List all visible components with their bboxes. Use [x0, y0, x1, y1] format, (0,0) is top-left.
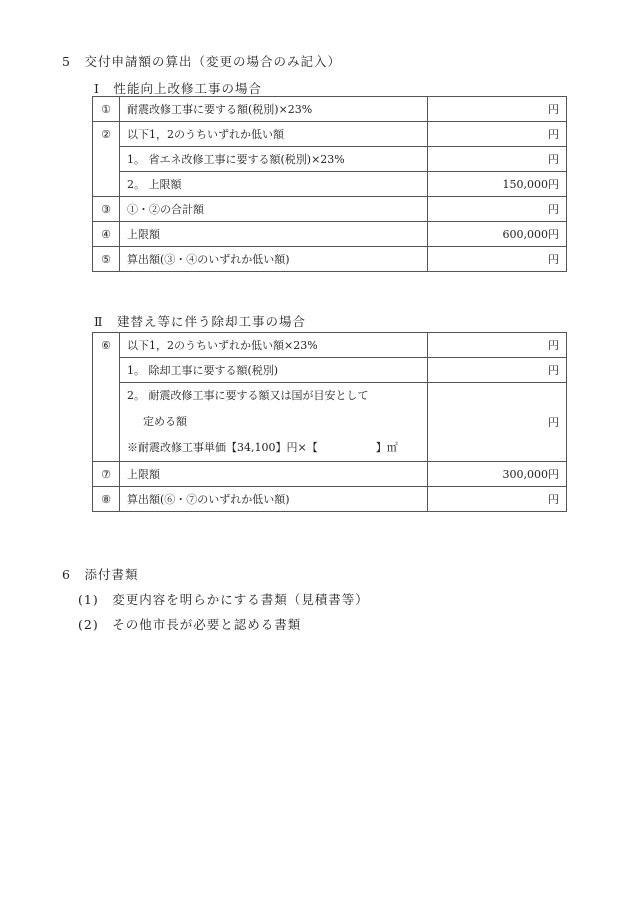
row-number: ⑥ [93, 333, 120, 462]
section-6-title: 6 添付書類 [62, 567, 139, 582]
row-number: ② [93, 122, 120, 197]
amount-field[interactable]: 円 [428, 197, 567, 222]
part-1-title: Ⅰ 性能向上改修工事の場合 [94, 81, 262, 96]
table-row [93, 222, 567, 247]
table-row [93, 247, 567, 272]
row-label: 1。 除却工事に要する額(税別) [120, 358, 428, 383]
row-label: 以下1，2のうちいずれか低い額 [120, 122, 428, 147]
unit-price-suffix: 】㎡ [375, 441, 398, 454]
table-row [93, 147, 567, 172]
row-label: 上限額 [120, 222, 428, 247]
table-row [93, 462, 567, 487]
row-number: ⑤ [93, 247, 120, 272]
row-number: ④ [93, 222, 120, 247]
result-amount-field[interactable]: 円 [428, 247, 567, 272]
section-5-title: 5 交付申請額の算出（変更の場合のみ記入） [62, 54, 341, 69]
row-label: 2。 上限額 [120, 172, 428, 197]
amount-field[interactable]: 円 [428, 97, 567, 122]
amount-value: 150,000円 [428, 172, 567, 197]
amount-field[interactable]: 円 [428, 383, 567, 462]
result-amount-field[interactable]: 円 [428, 487, 567, 512]
row-label-multiline [120, 383, 428, 462]
row-number: ③ [93, 197, 120, 222]
row-number: ⑦ [93, 462, 120, 487]
row-label-line: 定める額 [143, 415, 187, 428]
row-label: 1。 省エネ改修工事に要する額(税別)×23% [120, 147, 428, 172]
table-row [93, 172, 567, 197]
table-row [93, 333, 567, 358]
attachment-item: (1) 変更内容を明らかにする書類（見積書等） [78, 592, 369, 607]
table-row [93, 97, 567, 122]
amount-field[interactable]: 円 [428, 147, 567, 172]
row-label: 以下1，2のうちいずれか低い額×23% [120, 333, 428, 358]
row-number: ⑧ [93, 487, 120, 512]
amount-field[interactable]: 円 [428, 358, 567, 383]
row-number: ① [93, 97, 120, 122]
row-label: 上限額 [120, 462, 428, 487]
part-2-table [92, 332, 567, 512]
amount-field[interactable]: 円 [428, 333, 567, 358]
table-row [93, 358, 567, 383]
row-label: 耐震改修工事に要する額(税別)×23% [120, 97, 428, 122]
row-label: 算出額(③・④のいずれか低い額) [120, 247, 428, 272]
part-1-table [92, 96, 567, 272]
table-row [93, 197, 567, 222]
table-row [93, 383, 567, 462]
unit-price-line [127, 435, 420, 461]
part-2-title: Ⅱ 建替え等に伴う除却工事の場合 [94, 314, 306, 329]
unit-price-prefix: ※耐震改修工事単価【34,100】円×【 [127, 441, 318, 454]
amount-value: 600,000円 [428, 222, 567, 247]
attachment-item: (2) その他市長が必要と認める書類 [78, 617, 302, 632]
row-label: ①・②の合計額 [120, 197, 428, 222]
table-row [93, 122, 567, 147]
row-label-line: 2。 耐震改修工事に要する額又は国が目安として [127, 389, 369, 402]
amount-value: 300,000円 [428, 462, 567, 487]
table-row [93, 487, 567, 512]
row-label: 算出額(⑥・⑦のいずれか低い額) [120, 487, 428, 512]
amount-field[interactable]: 円 [428, 122, 567, 147]
